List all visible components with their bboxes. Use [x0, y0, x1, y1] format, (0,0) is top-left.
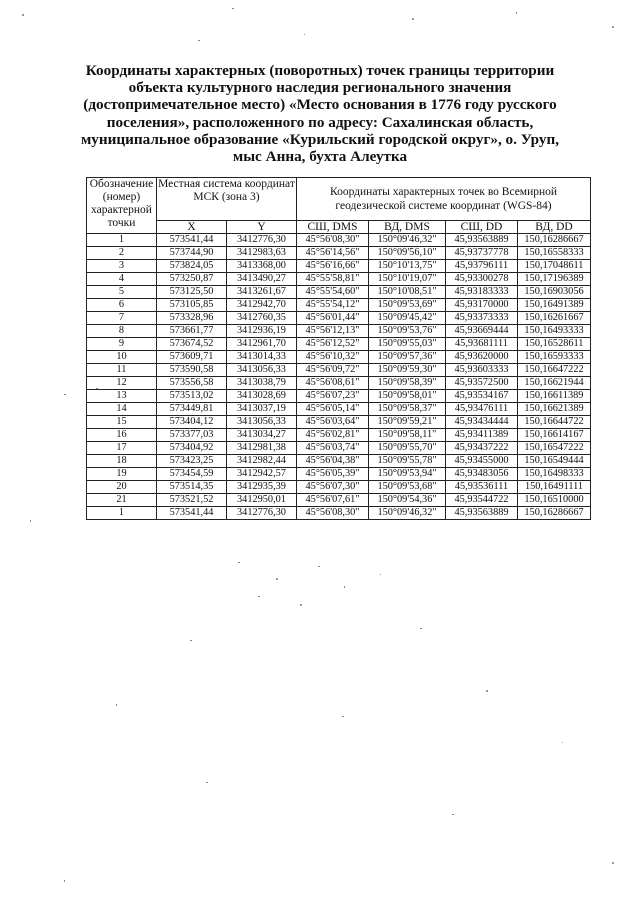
lon-dd-cell: 150,16547222 [518, 442, 591, 455]
lon-dms-cell: 150°10'19,07" [369, 273, 446, 286]
lon-dd-cell: 150,16510000 [518, 494, 591, 507]
scan-speck [612, 862, 614, 864]
lon-dms-cell: 150°09'59,21" [369, 416, 446, 429]
table-row [87, 260, 591, 273]
msk-y-cell: 3413490,27 [227, 273, 297, 286]
lon-dd-cell: 150,17196389 [518, 273, 591, 286]
lat-dms-cell: 45°56'10,32" [297, 351, 369, 364]
scan-speck [516, 12, 517, 14]
lon-dms-cell: 150°09'58,01" [369, 390, 446, 403]
msk-x-cell: 573521,52 [157, 494, 227, 507]
table-row [87, 247, 591, 260]
point-number-cell: 1 [87, 507, 157, 520]
table-row [87, 507, 591, 520]
lon-dd-cell: 150,16611389 [518, 390, 591, 403]
lat-dms-cell: 45°56'08,30" [297, 507, 369, 520]
lat-dd-cell: 45,93796111 [446, 260, 518, 273]
lat-dms-cell: 45°55'58,81" [297, 273, 369, 286]
scan-speck [198, 40, 200, 41]
msk-x-cell: 573609,71 [157, 351, 227, 364]
point-number-cell: 12 [87, 377, 157, 390]
table-row [87, 325, 591, 338]
lon-dms-cell: 150°09'53,76" [369, 325, 446, 338]
scan-speck [452, 814, 454, 815]
msk-x-cell: 573514,35 [157, 481, 227, 494]
msk-x-cell: 573404,92 [157, 442, 227, 455]
lon-dms-cell: 150°10'08,51" [369, 286, 446, 299]
point-number-cell: 8 [87, 325, 157, 338]
msk-x-cell: 573541,44 [157, 507, 227, 520]
lat-dms-cell: 45°56'09,72" [297, 364, 369, 377]
lat-dms-cell: 45°56'12,52" [297, 338, 369, 351]
lon-dd-cell: 150,16647222 [518, 364, 591, 377]
msk-x-cell: 573541,44 [157, 234, 227, 247]
msk-y-cell: 3412776,30 [227, 234, 297, 247]
lat-dms-cell: 45°56'05,14" [297, 403, 369, 416]
point-number-header: Обозначение (номер) характерной точки [87, 178, 157, 234]
msk-x-cell: 573824,05 [157, 260, 227, 273]
scan-speck [64, 394, 66, 395]
point-number-cell: 4 [87, 273, 157, 286]
scan-speck [342, 716, 344, 717]
table-row [87, 390, 591, 403]
msk-y-cell: 3412776,30 [227, 507, 297, 520]
table-row [87, 494, 591, 507]
msk-x-cell: 573328,96 [157, 312, 227, 325]
msk-y-cell: 3412983,63 [227, 247, 297, 260]
msk-x-cell: 573423,25 [157, 455, 227, 468]
lat-dd-cell: 45,93300278 [446, 273, 518, 286]
point-number-cell: 6 [87, 299, 157, 312]
msk-x-cell: 573744,90 [157, 247, 227, 260]
lat-dms-cell: 45°56'08,30" [297, 234, 369, 247]
lat-dd-cell: 45,93373333 [446, 312, 518, 325]
lon-dms-cell: 150°09'45,42" [369, 312, 446, 325]
point-number-cell: 2 [87, 247, 157, 260]
lat-dms-cell: 45°55'54,12" [297, 299, 369, 312]
point-number-cell: 13 [87, 390, 157, 403]
table-row [87, 468, 591, 481]
lon-dd-cell: 150,16528611 [518, 338, 591, 351]
scan-speck [562, 742, 563, 743]
msk-x-cell: 573556,58 [157, 377, 227, 390]
lat-dms-header: СШ, DMS [297, 221, 369, 234]
msk-y-cell: 3413014,33 [227, 351, 297, 364]
lat-dd-cell: 45,93534167 [446, 390, 518, 403]
x-header: X [157, 221, 227, 234]
msk-y-cell: 3412760,35 [227, 312, 297, 325]
document-title [40, 62, 600, 165]
lat-dd-cell: 45,93669444 [446, 325, 518, 338]
point-number-cell: 1 [87, 234, 157, 247]
point-number-cell: 7 [87, 312, 157, 325]
scan-speck [304, 34, 305, 35]
point-number-cell: 3 [87, 260, 157, 273]
lat-dms-cell: 45°56'03,74" [297, 442, 369, 455]
point-number-cell: 21 [87, 494, 157, 507]
msk-y-cell: 3413056,33 [227, 416, 297, 429]
scan-speck [380, 574, 381, 575]
title-line: муниципальное образование «Курильский городской округ», о. Уруп, [80, 130, 560, 148]
msk-y-cell: 3412942,70 [227, 299, 297, 312]
point-number-cell: 18 [87, 455, 157, 468]
lat-dms-cell: 45°56'02,81" [297, 429, 369, 442]
lon-dd-cell: 150,16621944 [518, 377, 591, 390]
lat-dms-cell: 45°56'07,61" [297, 494, 369, 507]
point-number-cell: 10 [87, 351, 157, 364]
scan-speck [232, 8, 234, 9]
msk-x-cell: 573404,12 [157, 416, 227, 429]
lon-dd-cell: 150,16903056 [518, 286, 591, 299]
lon-dd-cell: 150,17048611 [518, 260, 591, 273]
coordinates-table [86, 177, 591, 520]
scan-speck [116, 704, 117, 706]
msk-y-cell: 3412950,01 [227, 494, 297, 507]
lon-dms-cell: 150°10'13,75" [369, 260, 446, 273]
msk-x-cell: 573661,77 [157, 325, 227, 338]
msk-y-cell: 3412936,19 [227, 325, 297, 338]
lat-dd-cell: 45,93536111 [446, 481, 518, 494]
msk-x-cell: 573377,03 [157, 429, 227, 442]
msk-y-cell: 3413037,19 [227, 403, 297, 416]
msk-y-cell: 3413056,33 [227, 364, 297, 377]
table-row [87, 351, 591, 364]
scan-speck [206, 782, 208, 783]
title-line: поселения», расположенного по адресу: Сахалинская область, [106, 113, 534, 131]
lon-dd-cell: 150,16286667 [518, 507, 591, 520]
title-line: (достопримечательное место) «Место основания в 1776 году русского [83, 96, 557, 114]
lon-dd-cell: 150,16621389 [518, 403, 591, 416]
lat-dd-cell: 45,93563889 [446, 507, 518, 520]
scan-speck [344, 586, 345, 588]
scan-speck [318, 566, 320, 567]
lat-dd-header: СШ, DD [446, 221, 518, 234]
msk-y-cell: 3413261,67 [227, 286, 297, 299]
lon-dd-cell: 150,16491111 [518, 481, 591, 494]
lon-dd-cell: 150,16493333 [518, 325, 591, 338]
msk-y-cell: 3412981,38 [227, 442, 297, 455]
msk-x-cell: 573454,59 [157, 468, 227, 481]
table-row [87, 273, 591, 286]
table-row [87, 338, 591, 351]
msk-y-cell: 3413368,00 [227, 260, 297, 273]
table-row [87, 364, 591, 377]
table-row [87, 403, 591, 416]
lat-dd-cell: 45,93437222 [446, 442, 518, 455]
scan-speck [258, 596, 260, 597]
lon-dms-cell: 150°09'55,78" [369, 455, 446, 468]
table-row [87, 377, 591, 390]
lon-dms-cell: 150°09'58,39" [369, 377, 446, 390]
lat-dd-cell: 45,93476111 [446, 403, 518, 416]
title-line: мыс Анна, бухта Алеутка [232, 148, 408, 166]
table-row [87, 312, 591, 325]
lon-dd-header: ВД, DD [518, 221, 591, 234]
table-row [87, 234, 591, 247]
lon-dms-cell: 150°09'53,68" [369, 481, 446, 494]
lon-dms-cell: 150°09'59,30" [369, 364, 446, 377]
table-row [87, 455, 591, 468]
lon-dms-cell: 150°09'54,36" [369, 494, 446, 507]
lat-dd-cell: 45,93603333 [446, 364, 518, 377]
table-row [87, 429, 591, 442]
table-body [87, 234, 591, 520]
lat-dd-cell: 45,93563889 [446, 234, 518, 247]
scan-speck [276, 578, 278, 580]
scan-speck [30, 520, 31, 522]
point-number-cell: 15 [87, 416, 157, 429]
lon-dms-cell: 150°09'56,10" [369, 247, 446, 260]
msk-y-cell: 3413038,79 [227, 377, 297, 390]
point-number-cell: 17 [87, 442, 157, 455]
lat-dms-cell: 45°56'01,44" [297, 312, 369, 325]
point-number-cell: 16 [87, 429, 157, 442]
lon-dd-cell: 150,16558333 [518, 247, 591, 260]
lon-dms-cell: 150°09'58,11" [369, 429, 446, 442]
lat-dms-cell: 45°56'16,66" [297, 260, 369, 273]
lat-dms-cell: 45°56'07,30" [297, 481, 369, 494]
lat-dms-cell: 45°56'08,61" [297, 377, 369, 390]
point-number-cell: 14 [87, 403, 157, 416]
msk-y-cell: 3412961,70 [227, 338, 297, 351]
msk-x-cell: 573125,50 [157, 286, 227, 299]
msk-y-cell: 3413028,69 [227, 390, 297, 403]
scan-speck [300, 604, 302, 606]
lat-dd-cell: 45,93737778 [446, 247, 518, 260]
lat-dd-cell: 45,93681111 [446, 338, 518, 351]
scan-speck [190, 640, 192, 641]
scan-speck [22, 14, 24, 16]
title-line: объекта культурного наследия регионального значения [128, 79, 512, 97]
scan-speck [238, 562, 240, 563]
msk-group-header: Местная система координат МСК (зона 3) [157, 178, 297, 221]
lat-dd-cell: 45,93620000 [446, 351, 518, 364]
lat-dms-cell: 45°56'07,23" [297, 390, 369, 403]
scan-speck [64, 880, 65, 882]
lon-dd-cell: 150,16549444 [518, 455, 591, 468]
lon-dms-cell: 150°09'46,32" [369, 234, 446, 247]
scan-speck [420, 628, 422, 629]
msk-y-cell: 3412942,57 [227, 468, 297, 481]
lon-dd-cell: 150,16261667 [518, 312, 591, 325]
msk-x-cell: 573590,58 [157, 364, 227, 377]
point-number-cell: 20 [87, 481, 157, 494]
table-row [87, 481, 591, 494]
lon-dd-cell: 150,16644722 [518, 416, 591, 429]
table-row [87, 286, 591, 299]
lat-dd-cell: 45,93411389 [446, 429, 518, 442]
title-line: Координаты характерных (поворотных) точек границы территории [85, 62, 555, 79]
lon-dms-cell: 150°09'46,32" [369, 507, 446, 520]
scan-speck [486, 690, 488, 692]
lat-dd-cell: 45,93544722 [446, 494, 518, 507]
msk-x-cell: 573449,81 [157, 403, 227, 416]
lon-dms-cell: 150°09'58,37" [369, 403, 446, 416]
scan-speck [612, 26, 614, 28]
lon-dms-cell: 150°09'55,03" [369, 338, 446, 351]
lon-dms-header: ВД, DMS [369, 221, 446, 234]
msk-x-cell: 573513,02 [157, 390, 227, 403]
lon-dd-cell: 150,16593333 [518, 351, 591, 364]
lat-dms-cell: 45°56'12,13" [297, 325, 369, 338]
y-header: Y [227, 221, 297, 234]
lon-dd-cell: 150,16614167 [518, 429, 591, 442]
msk-x-cell: 573250,87 [157, 273, 227, 286]
lon-dd-cell: 150,16286667 [518, 234, 591, 247]
lat-dd-cell: 45,93483056 [446, 468, 518, 481]
lat-dd-cell: 45,93455000 [446, 455, 518, 468]
msk-x-cell: 573105,85 [157, 299, 227, 312]
lat-dd-cell: 45,93434444 [446, 416, 518, 429]
scan-speck [412, 18, 414, 20]
lon-dms-cell: 150°09'53,94" [369, 468, 446, 481]
lat-dd-cell: 45,93183333 [446, 286, 518, 299]
table-row [87, 416, 591, 429]
lon-dd-cell: 150,16498333 [518, 468, 591, 481]
msk-x-cell: 573674,52 [157, 338, 227, 351]
point-number-cell: 19 [87, 468, 157, 481]
lat-dms-cell: 45°56'05,39" [297, 468, 369, 481]
lat-dms-cell: 45°56'04,38" [297, 455, 369, 468]
msk-y-cell: 3412982,44 [227, 455, 297, 468]
scan-speck [96, 388, 98, 389]
table-row [87, 299, 591, 312]
lon-dms-cell: 150°09'57,36" [369, 351, 446, 364]
msk-y-cell: 3413034,27 [227, 429, 297, 442]
lat-dms-cell: 45°56'14,56" [297, 247, 369, 260]
point-number-cell: 5 [87, 286, 157, 299]
table-row [87, 442, 591, 455]
msk-y-cell: 3412935,39 [227, 481, 297, 494]
lat-dms-cell: 45°55'54,60" [297, 286, 369, 299]
lon-dms-cell: 150°09'55,70" [369, 442, 446, 455]
lat-dd-cell: 45,93572500 [446, 377, 518, 390]
point-number-cell: 9 [87, 338, 157, 351]
lon-dms-cell: 150°09'53,69" [369, 299, 446, 312]
point-number-cell: 11 [87, 364, 157, 377]
lon-dd-cell: 150,16491389 [518, 299, 591, 312]
lat-dd-cell: 45,93170000 [446, 299, 518, 312]
wgs-group-header: Координаты характерных точек во Всемирной геодезической системе координат (WGS-84) [297, 178, 591, 221]
lat-dms-cell: 45°56'03,64" [297, 416, 369, 429]
